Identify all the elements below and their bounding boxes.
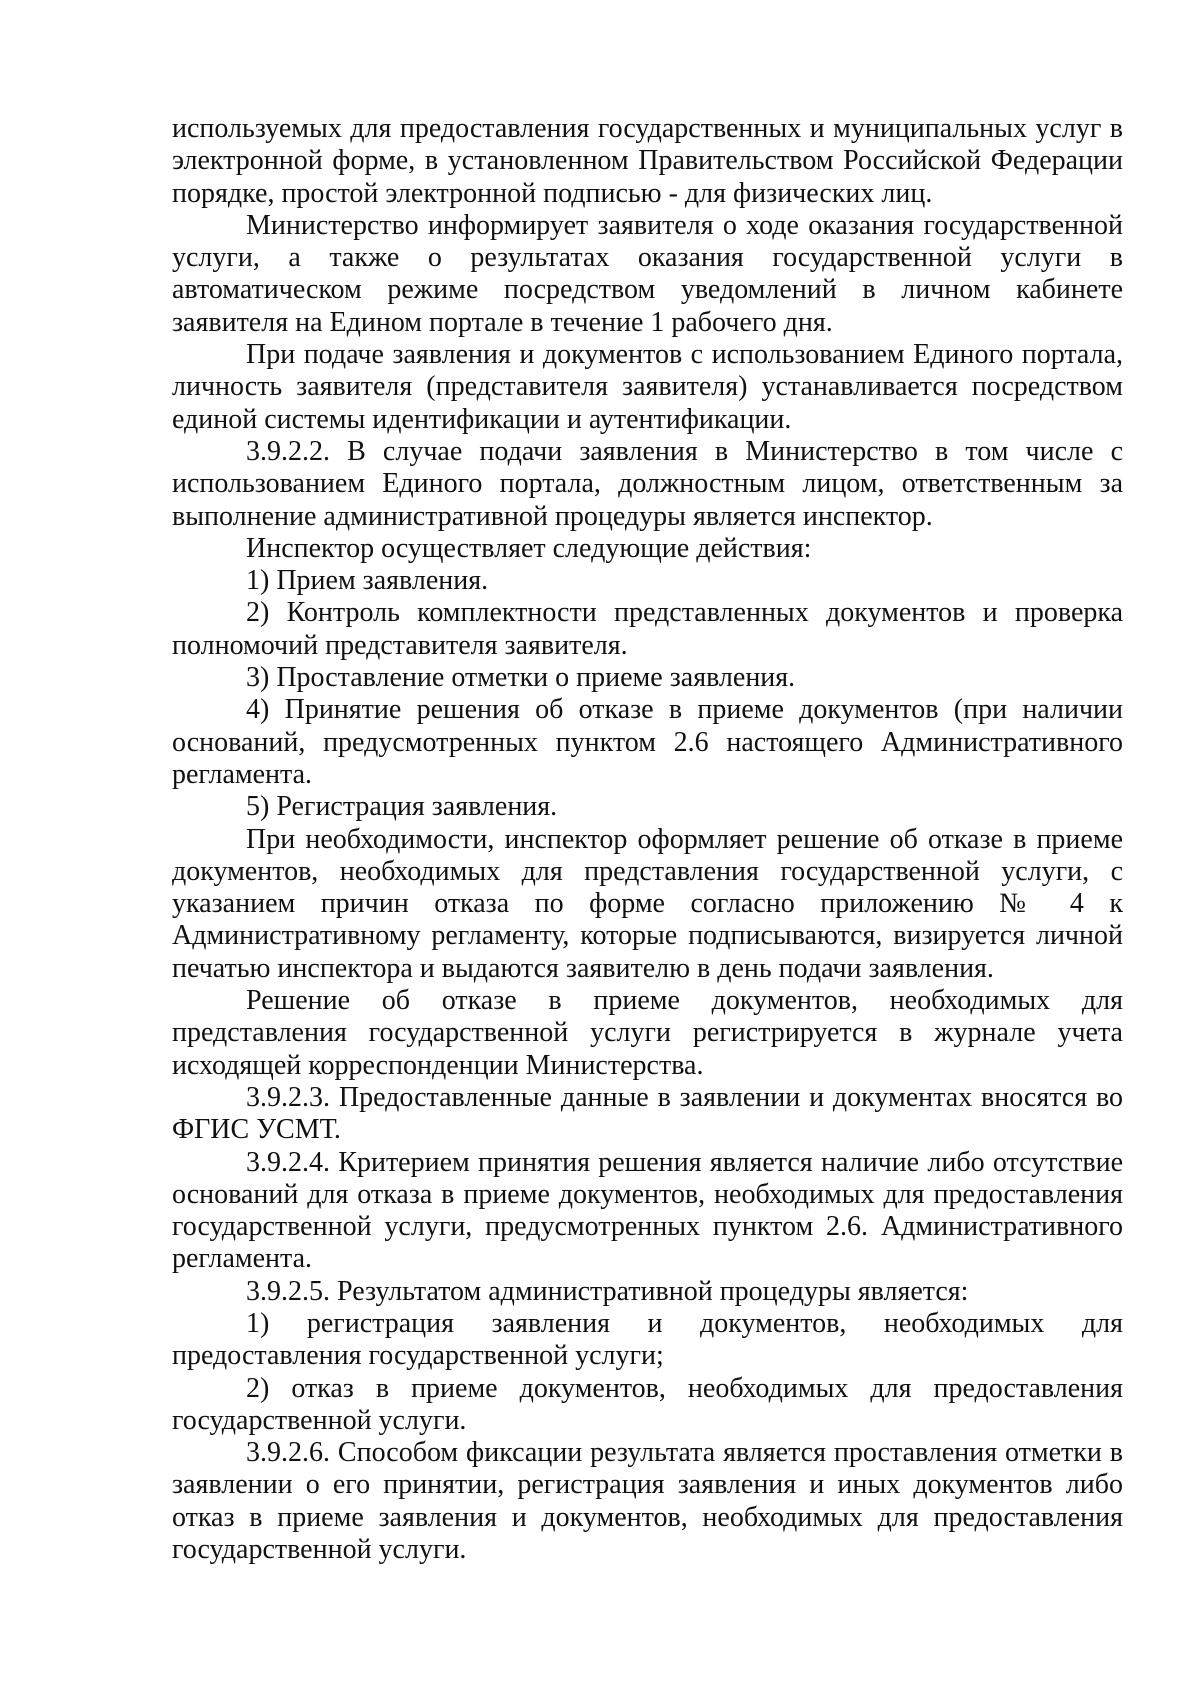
list-item-4: 4) Принятие решения об отказе в приеме документов (при наличии оснований, предусмотренных пунктом 2.6 настоящего Административного регламента. xyxy=(172,694,1123,790)
paragraph-identity-verification: При подаче заявления и документов с использованием Единого портала, личность заявителя (представителя заявителя) устанавливается посредством единой системы идентификации и аутентификации. xyxy=(172,339,1123,435)
list-item-1: 1) Прием заявления. xyxy=(246,565,489,597)
paragraph-ministry-informs: Министерство информирует заявителя о ходе оказания государственной услуги, а также о результатах оказания государственной услуги в автоматическом режиме посредством уведомлений в личном кабинете заявителя на Едином портале в течение 1 рабочего дня. xyxy=(172,209,1123,338)
paragraph-3-9-2-3: 3.9.2.3. Предоставленные данные в заявлении и документах вносятся во ФГИС УСМТ. xyxy=(172,1081,1123,1146)
paragraph-3-9-2-4: 3.9.2.4. Критерием принятия решения является наличие либо отсутствие оснований для отказа в приеме документов, необходимых для предоставления государственной услуги, предусмотренных пунктом 2.6. Административного регламента. xyxy=(172,1146,1123,1275)
paragraph-refusal-registration: Решение об отказе в приеме документов, необходимых для представления государственной услуги регистрируется в журнале учета исходящей корреспонденции Министерства. xyxy=(172,985,1123,1081)
paragraph-3-9-2-2: 3.9.2.2. В случае подачи заявления в Министерство в том числе с использованием Единого портала, должностным лицом, ответственным за выполнение административной процедуры является инспектор. xyxy=(172,435,1123,532)
list-item-2: 2) Контроль комплектности представленных документов и проверка полномочий представителя заявителя. xyxy=(172,597,1123,661)
list-item-5: 5) Регистрация заявления. xyxy=(246,791,558,823)
document-page xyxy=(172,113,1123,1566)
paragraph-continuation: используемых для предоставления государственных и муниципальных услуг в электронной форме, в установленном Правительством Российской Федерации порядке, простой электронной подписью - для физических лиц. xyxy=(172,113,1123,209)
list-item-3: 3) Проставление отметки о приеме заявления. xyxy=(246,662,796,694)
paragraph-refusal-decision: При необходимости, инспектор оформляет решение об отказе в приеме документов, необходимых для представления государственной услуги, с указанием причин отказа по форме согласно приложению № 4 к Административному регламенту, которые подписываются, визируется личной печатью инспектора и выдаются заявителю в день подачи заявления. xyxy=(172,823,1123,984)
paragraph-3-9-2-5: 3.9.2.5. Результатом административной процедуры является: xyxy=(246,1275,969,1307)
paragraph-inspector-actions: Инспектор осуществляет следующие действия: xyxy=(246,532,812,564)
result-item-1: 1) регистрация заявления и документов, необходимых для предоставления государственной услуги; xyxy=(172,1307,1123,1372)
result-item-2: 2) отказ в приеме документов, необходимых для предоставления государственной услуги. xyxy=(172,1372,1123,1436)
paragraph-3-9-2-6: 3.9.2.6. Способом фиксации результата является проставления отметки в заявлении о его принятии, регистрация заявления и иных документов либо отказ в приеме заявления и документов, необходимых для предоставления государственной услуги. xyxy=(172,1437,1123,1566)
